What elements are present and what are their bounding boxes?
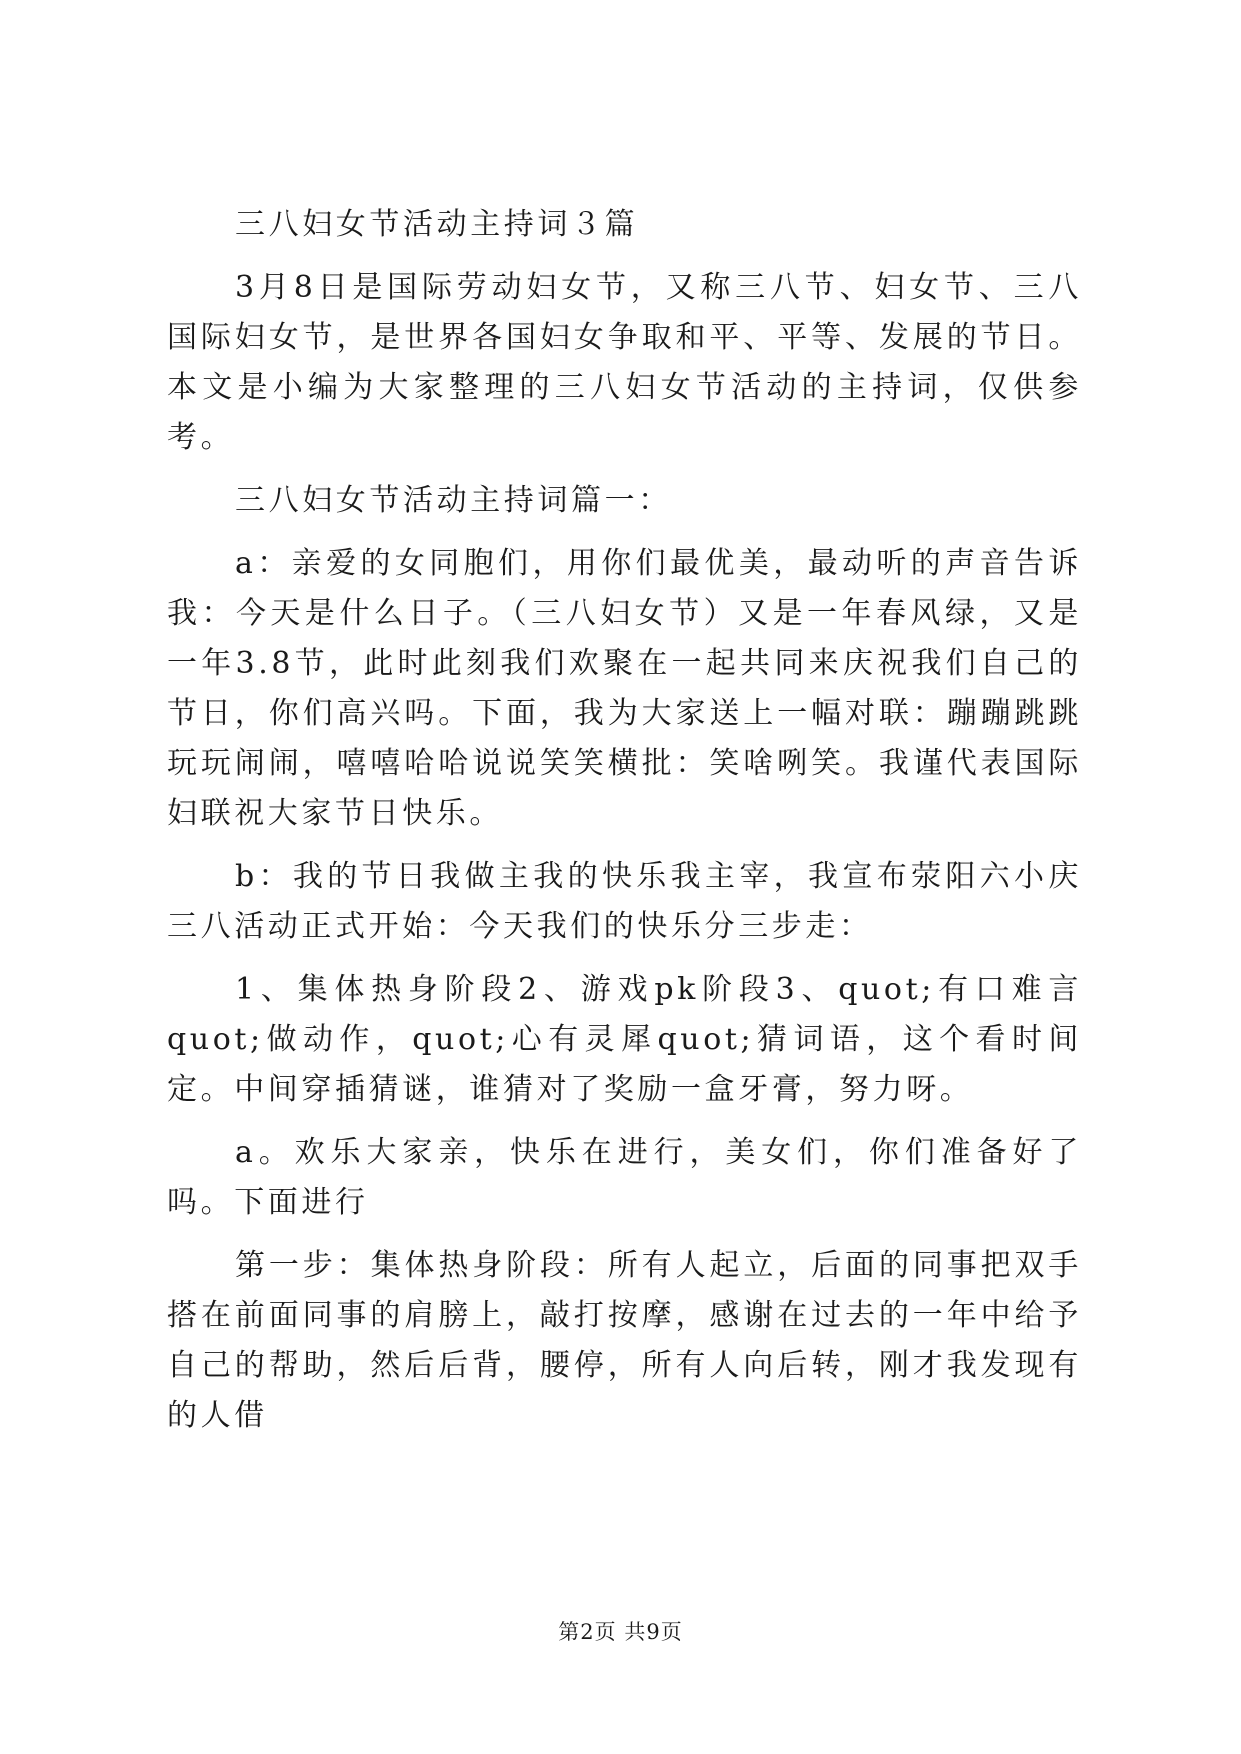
section-heading: 三八妇女节活动主持词篇一： xyxy=(235,483,672,518)
paragraph-step-one: 第一步：集体热身阶段：所有人起立，后面的同事把双手搭在前面同事的肩膀上，敲打按摩，感谢在过去的一年中给予自己的帮助，然后后背，腰停，所有人向后转，刚才我发现有的人借 xyxy=(167,1248,1082,1433)
page-footer: 第2页 共9页 xyxy=(558,1620,683,1644)
document-title: 三八妇女节活动主持词３篇 xyxy=(235,207,639,242)
paragraph-intro: 3月8日是国际劳动妇女节，又称三八节、妇女节、三八国际妇女节，是世界各国妇女争取和平、平等、发展的节日。本文是小编为大家整理的三八妇女节活动的主持词，仅供参考。 xyxy=(167,270,1082,455)
document-body xyxy=(167,200,1082,1454)
paragraph-steps: 1、集体热身阶段2、游戏pk阶段3、quot;有口难言quot;做动作，quot;心有灵犀quot;猜词语，这个看时间定。中间穿插猜谜，谁猜对了奖励一盒牙膏，努力呀。 xyxy=(167,972,1082,1107)
paragraph-a-opening: a：亲爱的女同胞们，用你们最优美，最动听的声音告诉我：今天是什么日子。（三八妇女节）又是一年春风绿，又是一年3.8节，此时此刻我们欢聚在一起共同来庆祝我们自己的节日，你们高兴吗。下面，我为大家送上一幅对联：蹦蹦跳跳玩玩闹闹，嘻嘻哈哈说说笑笑横批：笑啥咧笑。我谨代表国际妇联祝大家节日快乐。 xyxy=(167,546,1082,831)
paragraph-b-opening: b：我的节日我做主我的快乐我主宰，我宣布荥阳六小庆三八活动正式开始：今天我们的快乐分三步走： xyxy=(167,859,1082,944)
paragraph-a-transition: a。欢乐大家亲，快乐在进行，美女们，你们准备好了吗。下面进行 xyxy=(167,1135,1082,1220)
